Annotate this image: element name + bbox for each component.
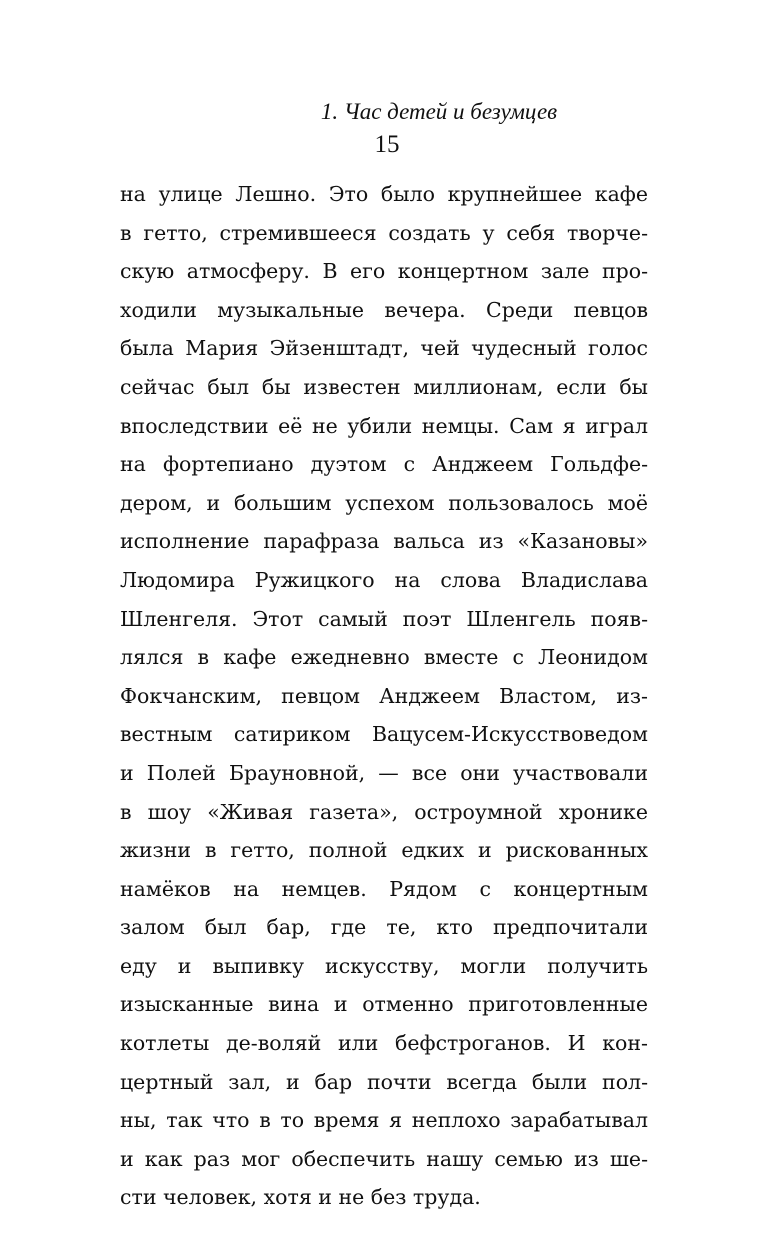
text-line: сейчас был бы известен миллионам, если бы [120, 374, 648, 399]
text-line: скую атмосферу. В его концертном зале про- [120, 259, 648, 284]
running-head: 1. Час детей и безумцев [320, 99, 558, 124]
text-line: на фортепиано дуэтом с Анджеем Гольдфе- [120, 452, 648, 477]
text-line: и Полей Брауновной, — все они участвовали [120, 760, 648, 785]
text-line: в гетто, стремившееся создать у себя творче- [120, 220, 648, 245]
text-line: в шоу «Живая газета», остроумной хронике [120, 799, 648, 824]
text-line: лялся в кафе ежедневно вместе с Леонидом [120, 645, 648, 670]
text-line: и как раз мог обеспечить нашу семью из ше- [120, 1146, 648, 1171]
text-line: намёков на немцев. Рядом с концертным [120, 876, 648, 901]
text-line: Шленгеля. Этот самый поэт Шленгель появ- [120, 606, 648, 631]
text-line: исполнение парафраза вальса из «Казановы» [120, 529, 648, 554]
body-text [120, 175, 648, 1217]
text-line: ны, так что в то время я неплохо зарабатывал [120, 1108, 648, 1133]
text-line: ходили музыкальные вечера. Среди певцов [120, 297, 648, 322]
text-line: еду и выпивку искусству, могли получить [120, 953, 648, 978]
text-line: впоследствии её не убили немцы. Сам я играл [120, 413, 648, 438]
text-line: вестным сатириком Вацусем-Искусствоведом [120, 722, 648, 747]
text-line: залом был бар, где те, кто предпочитали [120, 915, 648, 940]
text-line: цертный зал, и бар почти всегда были пол- [120, 1069, 648, 1094]
text-line: была Мария Эйзенштадт, чей чудесный голос [120, 336, 648, 361]
page-number: 15 [374, 131, 400, 158]
text-line: жизни в гетто, полной едких и рискованных [120, 838, 648, 863]
text-line: котлеты де-воляй или бефстроганов. И кон- [120, 1031, 648, 1056]
text-line: сти человек, хотя и не без труда. [120, 1185, 481, 1210]
text-line: Фокчанским, певцом Анджеем Властом, из- [120, 683, 648, 708]
text-line: на улице Лешно. Это было крупнейшее кафе [120, 182, 648, 206]
text-line: Людомира Ружицкого на слова Владислава [120, 567, 648, 592]
text-line: дером, и большим успехом пользовалось моё [120, 490, 648, 515]
text-line: изысканные вина и отменно приготовленные [120, 992, 648, 1017]
